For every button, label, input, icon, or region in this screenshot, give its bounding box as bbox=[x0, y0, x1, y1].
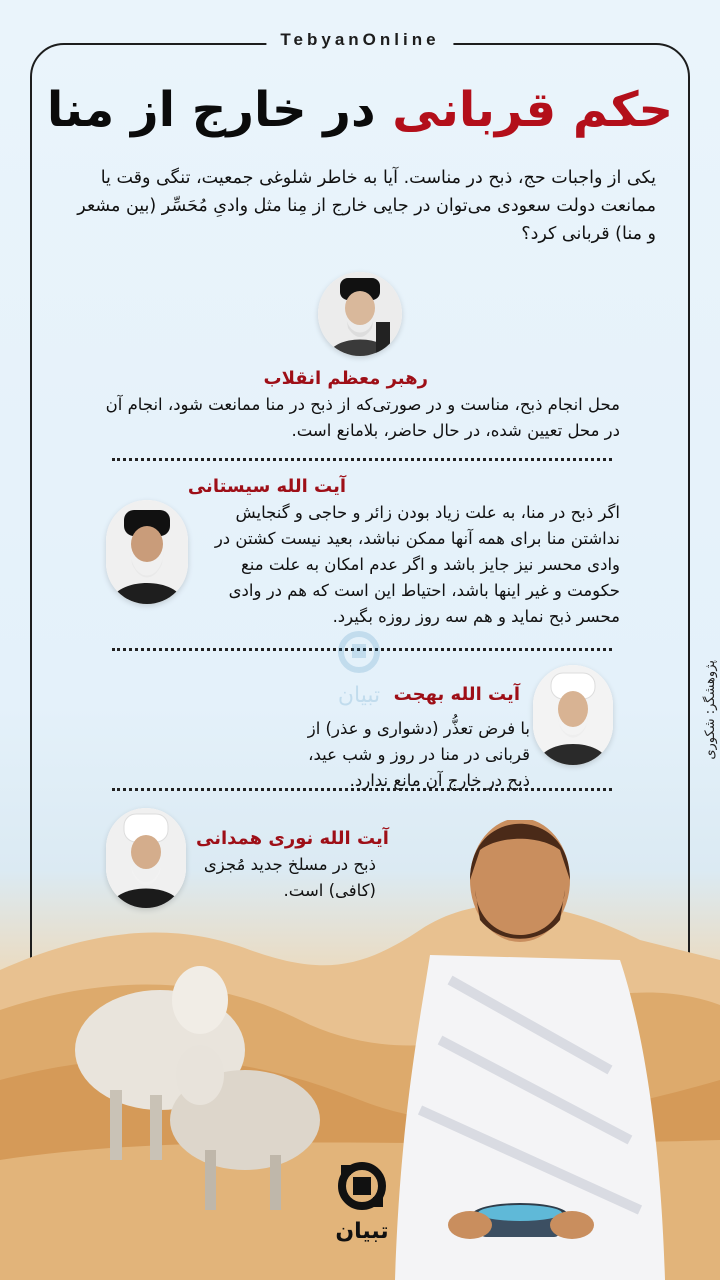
ruling-name-nouri-hamedani: آیت الله نوری همدانی bbox=[196, 828, 389, 849]
tebyan-logo-icon bbox=[327, 1158, 397, 1248]
section-divider bbox=[112, 458, 612, 461]
ruling-text-sistani: اگر ذبح در منا، به علت زیاد بودن زائر و حاجی و گنجایش نداشتن منا برای همه آنها ممکن نباشد، بعید نیست کشتن در وادی محسر نیز جایز باشد و اگر عدم امکان به علت منع حکومت و غیر اینها باشد، احتیاط این است که هم در وادی محسر ذبح نماید و هم سه روز روزه بگیرد. bbox=[214, 503, 620, 626]
section-divider bbox=[112, 788, 612, 791]
title-part-2: در خارج از منا bbox=[46, 82, 376, 138]
title-part-1: حکم قربانی bbox=[392, 82, 674, 138]
ruling-text-bahjat: با فرض تعذُّر (دشواری و عذر) از قربانی در منا در روز و شب عید، ذبح در خارج آن مانع ندارد. bbox=[307, 719, 530, 790]
logo-text: تبیان bbox=[335, 1219, 389, 1244]
ruling-name-sistani: آیت الله سیستانی bbox=[187, 476, 346, 497]
nouri-hamedani-portrait bbox=[106, 808, 186, 908]
page-title bbox=[0, 82, 720, 140]
ruling-text-nouri-hamedani: ذبح در مسلخ جدید مُجزی (کافی) است. bbox=[203, 855, 376, 900]
intro-question: یکی از واجبات حج، ذبح در مناست. آیا به خاطر شلوغی جمعیت، تنگی وقت یا ممانعت دولت سعودی می‌توان در جایی خارج از مِنا مثل وادیِ مُحَسِّر (بین مشعر و منا) قربانی کرد؟ bbox=[77, 168, 656, 244]
bahjat-portrait-art bbox=[533, 665, 613, 765]
sistani-portrait-art bbox=[106, 500, 188, 604]
researcher-credit: پژوهشگر: شکوری bbox=[703, 660, 718, 760]
nouri-hamedani-portrait-art bbox=[106, 808, 186, 908]
leader-portrait-art bbox=[318, 272, 402, 356]
pilgrim-illustration bbox=[395, 820, 665, 1280]
ruling-name-leader: رهبر معظم انقلاب bbox=[263, 368, 428, 389]
bahjat-portrait bbox=[533, 665, 613, 765]
leader-portrait bbox=[318, 272, 402, 356]
tebyan-watermark-icon bbox=[314, 630, 404, 710]
ruling-text-leader: محل انجام ذبح، مناست و در صورتی‌که از ذبح در منا ممانعت شود، انجام آن در محل تعیین شده، در حال حاضر، بلامانع است. bbox=[105, 395, 620, 440]
brand-header: TebyanOnline bbox=[266, 30, 453, 50]
ruling-name-bahjat: آیت الله بهجت bbox=[393, 684, 520, 705]
watermark-text: تبیان bbox=[337, 683, 381, 708]
sistani-portrait bbox=[106, 500, 188, 604]
